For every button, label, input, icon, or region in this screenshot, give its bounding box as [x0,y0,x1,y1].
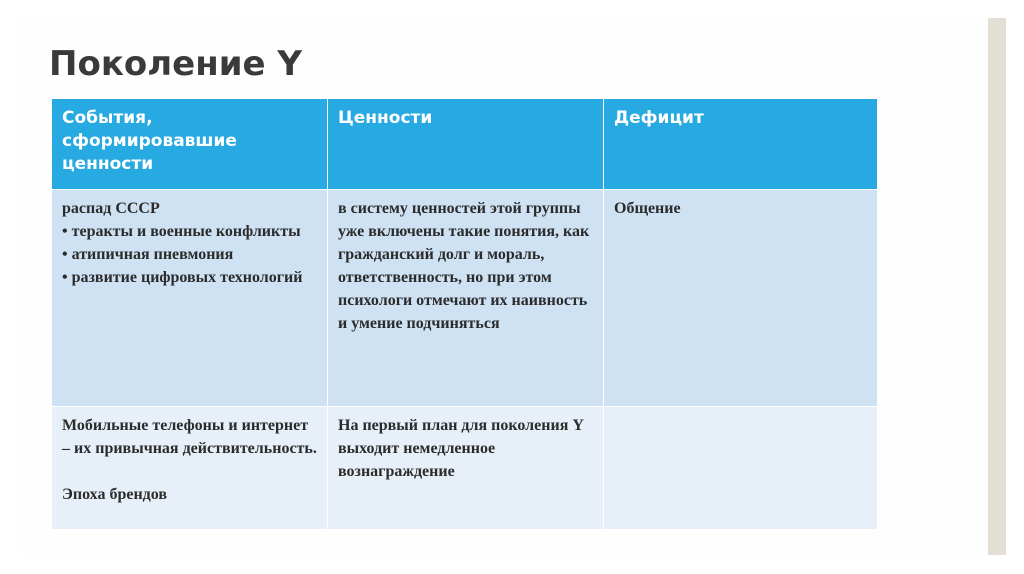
event-extra: Эпоха брендов [62,486,168,503]
events-cell [52,190,328,407]
generation-table [51,98,878,530]
values-cell: в систему ценностей этой группы уже включены такие понятия, как гражданский долг и мораль, ответственность, но при этом психологи отмечают их наивность и умение подчиняться [328,190,604,407]
event-text: Мобильные телефоны и интернет – их привычная действительность. [62,417,317,457]
event-item: распад СССР [62,200,160,217]
slide-panel [18,18,988,555]
event-item: • теракты и военные конфликты [62,223,301,240]
values-cell: На первый план для поколения Y выходит немедленное вознаграждение [328,407,604,530]
table-row [52,407,878,530]
deficit-cell [604,407,878,530]
slide-title: Поколение Y [49,44,303,84]
deficit-cell: Общение [604,190,878,407]
table-row [52,190,878,407]
header-events: События, сформировавшие ценности [52,99,328,190]
event-item: • развитие цифровых технологий [62,269,303,286]
event-item: • атипичная пневмония [62,246,234,263]
header-deficit: Дефицит [604,99,878,190]
events-cell [52,407,328,530]
spacer [62,460,317,483]
header-values: Ценности [328,99,604,190]
table-header-row [52,99,878,190]
slide-frame [18,18,1006,555]
